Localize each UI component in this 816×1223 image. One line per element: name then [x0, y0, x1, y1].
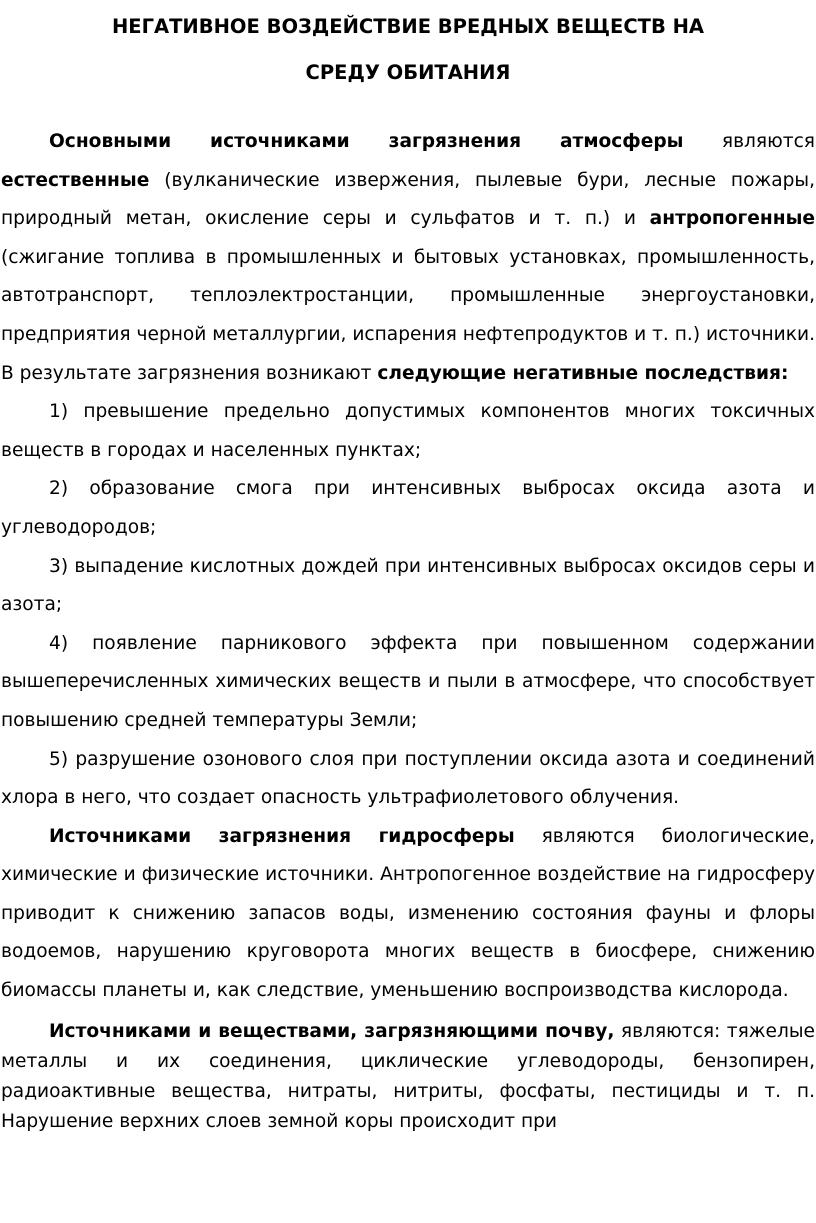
soil-text: являются: тяжелые металлы и их соединения, циклические углеводороды, бензопирен, радиоактивные вещества, нитраты, нитриты, фосфаты, пестициды и т. п. Нарушение верхних слоев земной коры происходит при: [1, 1020, 815, 1132]
document-body: [1, 123, 815, 1137]
atmosphere-paragraph: [1, 123, 815, 393]
consequences-heading: следующие негативные последствия:: [377, 362, 789, 384]
list-item-text: разрушение озонового слоя при поступлении оксида азота и соединений хлора в него, что создает опасность ультрафиолетового облучения.: [1, 748, 815, 809]
hydrosphere-text: являются биологические, химические и физические источники. Антропогенное воздействие на гидросферу приводит к снижению запасов воды, изменению состояния фауны и флоры водоемов, нарушению круговорота многих веществ в биосфере, снижению биомассы планеты и, как следствие, уменьшению воспроизводства кислорода.: [1, 825, 815, 1002]
page-title: [1, 0, 815, 96]
list-item: [1, 393, 815, 470]
atmosphere-text-2: (вулканические извержения, пылевые бури, лесные пожары, природный метан, окисление серы и сульфатов и т. п.) и: [1, 169, 815, 230]
list-item-number: 5): [49, 748, 69, 770]
list-item-text: превышение предельно допустимых компонентов многих токсичных веществ в городах и населенных пунктах;: [1, 401, 815, 461]
list-item-number: 3): [49, 555, 69, 577]
hydrosphere-lead: Источниками загрязнения гидросферы: [49, 825, 515, 847]
list-item-text: появление парникового эффекта при повышенном содержании вышеперечисленных химических веществ и пыли в атмосфере, что способствует повышению средней температуры Земли;: [1, 632, 815, 731]
list-item: [1, 741, 815, 818]
soil-paragraph: [1, 1017, 815, 1137]
list-item-number: 4): [49, 632, 69, 654]
title-line-2: СРЕДУ ОБИТАНИЯ: [305, 61, 511, 84]
anthropogenic-sources-term: антропогенные: [649, 208, 815, 230]
hydrosphere-paragraph: [1, 818, 815, 1011]
list-item: [1, 470, 815, 547]
title-line-1: НЕГАТИВНОЕ ВОЗДЕЙСТВИЕ ВРЕДНЫХ ВЕЩЕСТВ НА: [111, 15, 705, 38]
natural-sources-term: естественные: [1, 169, 150, 191]
list-item-text: выпадение кислотных дождей при интенсивных выбросах оксидов серы и азота;: [1, 555, 815, 616]
list-item: [1, 625, 815, 741]
soil-lead: Источниками и веществами, загрязняющими почву,: [49, 1020, 615, 1042]
atmosphere-lead: Основными источниками загрязнения атмосферы: [49, 131, 684, 152]
list-item-number: 2): [49, 478, 69, 500]
list-item-text: образование смога при интенсивных выбросах оксида азота и углеводородов;: [1, 478, 815, 538]
atmosphere-text-3: (сжигание топлива в промышленных и бытовых установках, промышленность, автотранспорт, теплоэлектростанции, промышленные энергоустановки, предприятия черной металлургии, испарения нефтепродуктов и т. п.) источники. В результате загрязнения возникают: [1, 246, 815, 384]
list-item-number: 1): [49, 401, 69, 423]
list-item: [1, 548, 815, 625]
atmosphere-text-1: являются: [683, 131, 815, 152]
